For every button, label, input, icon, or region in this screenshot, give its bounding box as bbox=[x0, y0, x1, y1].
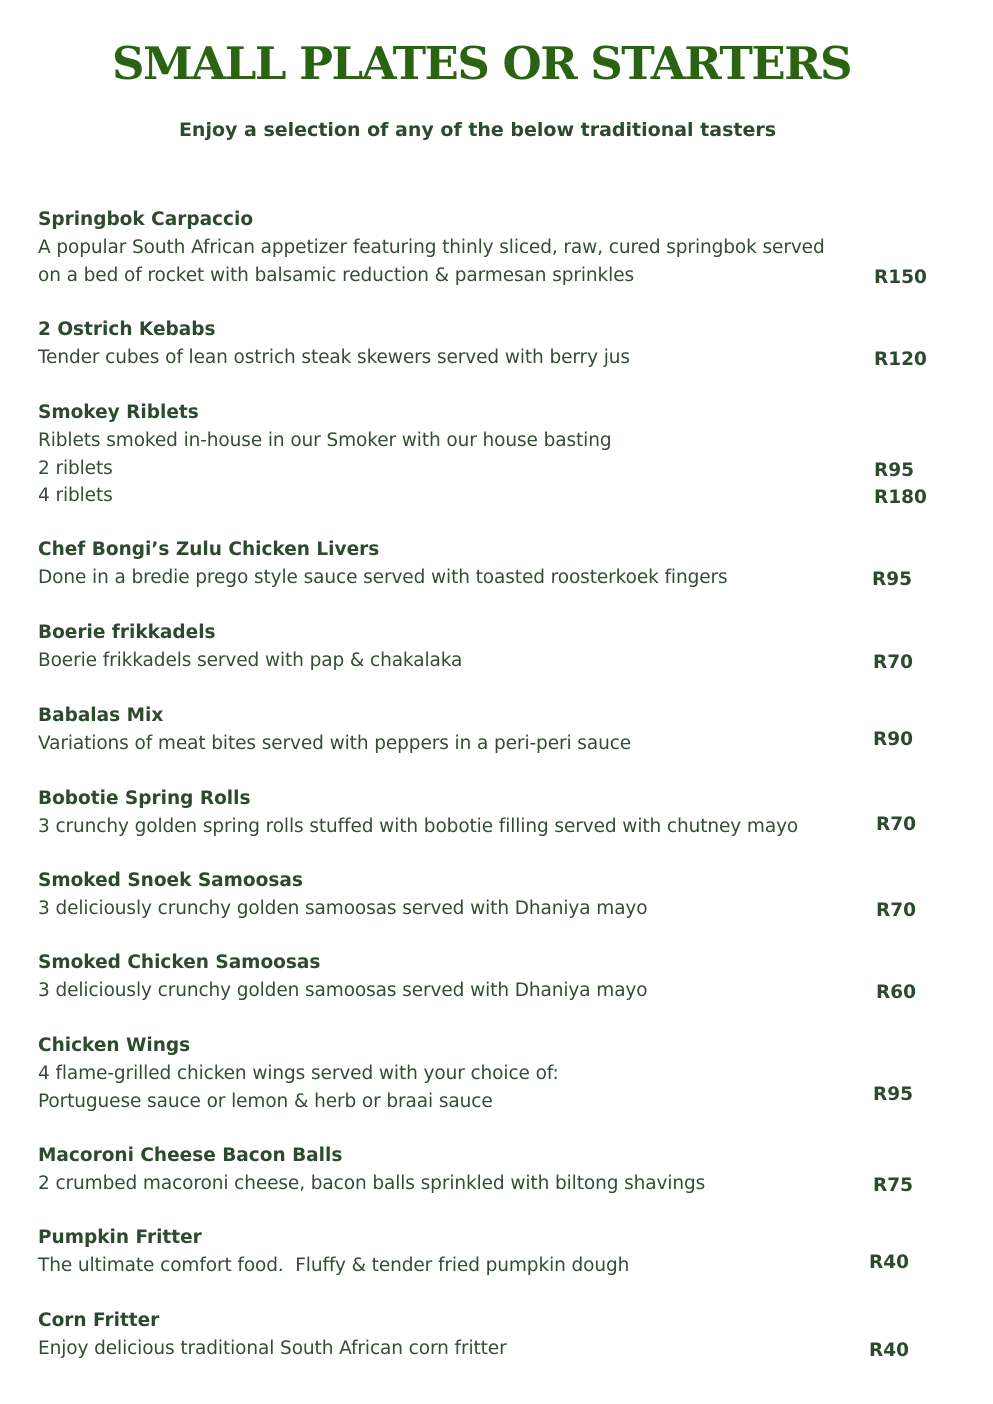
item-line bbox=[38, 813, 968, 841]
menu-item bbox=[38, 536, 968, 592]
item-price: R180 bbox=[874, 487, 927, 508]
item-line bbox=[38, 895, 968, 923]
item-line bbox=[38, 977, 968, 1005]
item-description: 3 crunchy golden spring rolls stuffed with bobotie filling served with chutney mayo bbox=[38, 816, 799, 837]
item-name: Springbok Carpaccio bbox=[38, 209, 254, 230]
item-price: R150 bbox=[874, 266, 927, 288]
item-price: R95 bbox=[873, 1083, 913, 1105]
item-description: 4 riblets bbox=[38, 485, 113, 506]
menu-item bbox=[38, 867, 968, 923]
item-description: The ultimate comfort food. Fluffy & tender fried pumpkin dough bbox=[38, 1255, 630, 1276]
menu-item bbox=[38, 702, 968, 758]
item-description: 2 riblets bbox=[38, 457, 113, 479]
item-description: Enjoy delicious traditional South African corn fritter bbox=[38, 1338, 507, 1359]
item-price: R95 bbox=[872, 569, 912, 590]
menu-item bbox=[38, 619, 968, 675]
item-description: A popular South African appetizer featuring thinly sliced, raw, cured springbok served bbox=[38, 237, 825, 258]
item-price: R95 bbox=[874, 459, 914, 481]
item-line bbox=[38, 564, 968, 592]
item-line bbox=[38, 427, 968, 455]
item-line bbox=[38, 1335, 968, 1363]
item-name: Chef Bongi’s Zulu Chicken Livers bbox=[38, 539, 380, 560]
item-price: R90 bbox=[873, 729, 913, 750]
menu-item bbox=[38, 1142, 968, 1198]
item-description: 2 crumbed macoroni cheese, bacon balls sprinkled with biltong shavings bbox=[38, 1173, 706, 1194]
item-line bbox=[38, 1060, 968, 1088]
item-name: Corn Fritter bbox=[38, 1310, 160, 1331]
menu-item bbox=[38, 1032, 968, 1115]
item-price: R120 bbox=[874, 349, 927, 370]
item-description: Done in a bredie prego style sauce served with toasted roosterkoek fingers bbox=[38, 567, 728, 588]
item-name: Boerie frikkadels bbox=[38, 622, 216, 643]
item-description: on a bed of rocket with balsamic reduction & parmesan sprinkles bbox=[38, 264, 635, 286]
item-name: Smokey Riblets bbox=[38, 402, 199, 423]
item-line bbox=[38, 647, 968, 675]
item-line bbox=[38, 730, 968, 758]
item-name: Bobotie Spring Rolls bbox=[38, 788, 251, 809]
menu-item bbox=[38, 399, 968, 510]
item-name: Pumpkin Fritter bbox=[38, 1227, 202, 1248]
item-line bbox=[38, 1083, 968, 1116]
item-line bbox=[38, 262, 968, 290]
item-description: 3 deliciously crunchy golden samoosas served with Dhaniya mayo bbox=[38, 980, 648, 1001]
item-name: 2 Ostrich Kebabs bbox=[38, 319, 216, 340]
menu-item bbox=[38, 785, 968, 841]
item-name: Macoroni Cheese Bacon Balls bbox=[38, 1145, 343, 1166]
item-line bbox=[38, 234, 968, 262]
item-price: R70 bbox=[873, 652, 913, 673]
item-name: Chicken Wings bbox=[38, 1035, 191, 1056]
item-description: Variations of meat bites served with peppers in a peri-peri sauce bbox=[38, 733, 632, 754]
item-line bbox=[38, 344, 968, 372]
item-line bbox=[38, 1170, 968, 1198]
item-description: Portuguese sauce or lemon & herb or braai sauce bbox=[38, 1090, 493, 1112]
item-description: Riblets smoked in-house in our Smoker with our house basting bbox=[38, 430, 612, 451]
item-price: R60 bbox=[876, 982, 916, 1003]
item-description: Boerie frikkadels served with pap & chakalaka bbox=[38, 650, 463, 671]
menu-title: SMALL PLATES OR STARTERS bbox=[111, 37, 852, 90]
menu-subtitle: Enjoy a selection of any of the below traditional tasters bbox=[178, 119, 777, 141]
item-name: Smoked Chicken Samoosas bbox=[38, 952, 321, 973]
item-price: R70 bbox=[876, 900, 916, 921]
item-name: Babalas Mix bbox=[38, 705, 164, 726]
menu-item bbox=[38, 949, 968, 1005]
item-line bbox=[38, 1252, 968, 1280]
item-description: 4 flame-grilled chicken wings served with your choice of: bbox=[38, 1063, 559, 1084]
item-description: 3 deliciously crunchy golden samoosas served with Dhaniya mayo bbox=[38, 898, 648, 919]
menu-item bbox=[38, 1224, 968, 1280]
menu-item bbox=[38, 206, 968, 289]
item-price: R40 bbox=[869, 1252, 909, 1273]
item-name: Smoked Snoek Samoosas bbox=[38, 870, 303, 891]
item-price: R40 bbox=[869, 1340, 909, 1361]
item-price: R70 bbox=[876, 814, 916, 835]
menu-item bbox=[38, 316, 968, 372]
item-line bbox=[38, 482, 968, 510]
item-price: R75 bbox=[873, 1175, 913, 1196]
menu-item bbox=[38, 1307, 968, 1363]
item-line bbox=[38, 455, 968, 483]
item-description: Tender cubes of lean ostrich steak skewers served with berry jus bbox=[38, 347, 630, 368]
